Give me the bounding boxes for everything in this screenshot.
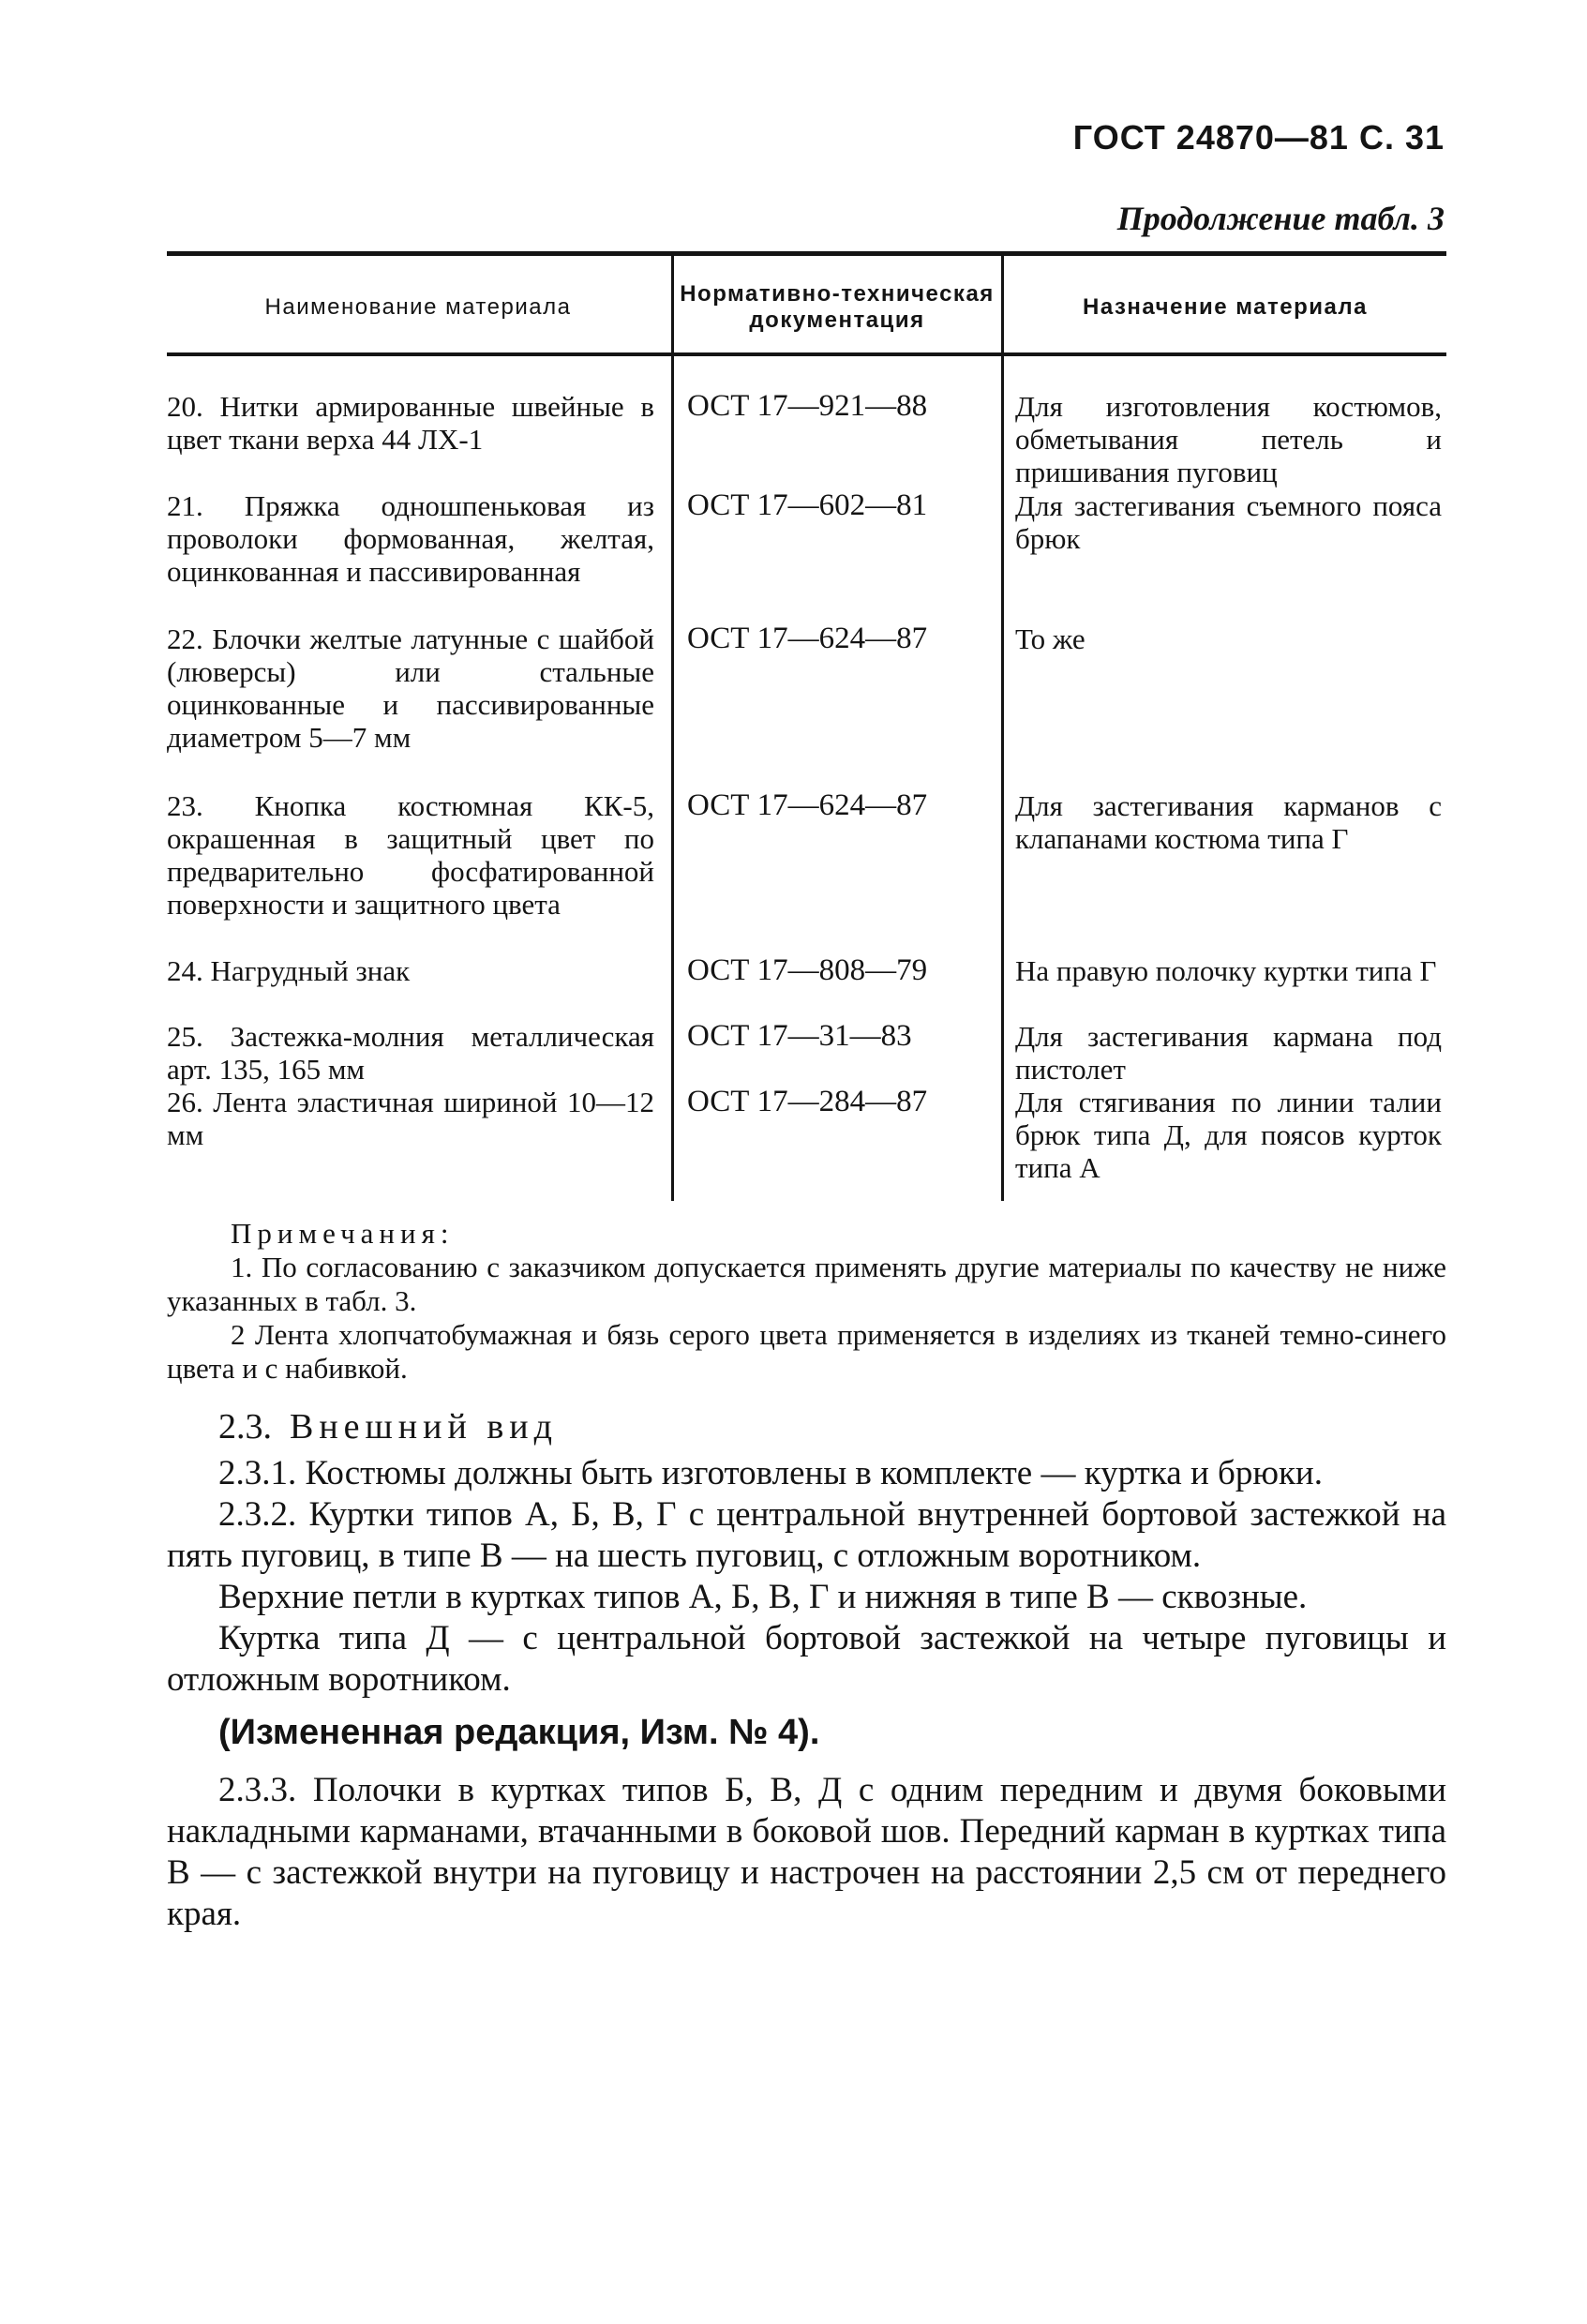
column-header-material: Наименование материала — [264, 294, 572, 321]
section-number: 2.3. — [218, 1407, 272, 1447]
material-name: 25. Застежка-молния металлическая арт. 135, 165 мм — [167, 1020, 654, 1086]
material-purpose: Для застегивания карманов с клапанами костюма типа Г — [1015, 789, 1442, 855]
page-header: ГОСТ 24870—81 С. 31 — [1072, 118, 1445, 157]
material-doc: ОСТ 17—602—81 — [687, 488, 928, 522]
note-item: 1. По согласованию с заказчиком допускается применять другие материалы по качеству не ниже указанных в табл. 3. — [167, 1251, 1446, 1317]
table-continuation-label: Продолжение табл. 3 — [1116, 200, 1445, 237]
notes-label: Примечания: — [231, 1217, 455, 1250]
material-purpose: Для стягивания по линии талии брюк типа Д, для поясов курток типа А — [1015, 1086, 1442, 1184]
material-purpose: Для застегивания съемного пояса брюк — [1015, 489, 1442, 555]
column-divider — [1001, 251, 1004, 1201]
paragraph: Верхние петли в куртках типов А, Б, В, Г и нижняя в типе В — сквозные. — [218, 1578, 1308, 1616]
material-doc: ОСТ 17—921—88 — [687, 389, 928, 423]
material-doc: ОСТ 17—284—87 — [687, 1085, 928, 1118]
material-doc: ОСТ 17—31—83 — [687, 1019, 912, 1053]
section-title: Внешний вид — [290, 1407, 558, 1447]
paragraph: 2.3.1. Костюмы должны быть изготовлены в комплекте — куртка и брюки. — [218, 1454, 1323, 1492]
material-purpose: На правую полочку куртки типа Г — [1015, 954, 1437, 987]
material-name: 20. Нитки армированные швейные в цвет ткани верха 44 ЛХ-1 — [167, 390, 654, 456]
material-purpose: То же — [1015, 622, 1085, 655]
material-purpose: Для застегивания кармана под пистолет — [1015, 1020, 1442, 1086]
material-name: 24. Нагрудный знак — [167, 954, 411, 987]
column-divider — [671, 251, 674, 1201]
table-notes — [167, 1217, 1446, 1386]
material-name: 23. Кнопка костюмная КК-5, окрашенная в защитный цвет по предварительно фосфатированной поверхности и защитного цвета — [167, 789, 654, 921]
column-header-purpose: Назначение материала — [1083, 294, 1368, 321]
section-heading — [167, 1406, 1446, 1447]
material-purpose: Для изготовления костюмов, обметывания петель и пришивания пуговиц — [1015, 390, 1442, 488]
paragraph: 2.3.3. Полочки в куртках типов Б, В, Д с одним передним и двумя боковыми накладными карманами, втачанными в боковой шов. Передний карман в куртках типа В — с застежкой внутри на пуговицу и настрочен на расстоянии 2,5 см от переднего края. — [167, 1771, 1446, 1933]
material-name: 22. Блочки желтые латунные с шайбой (люверсы) или стальные оцинкованные и пассивированные диаметром 5—7 мм — [167, 622, 654, 754]
note-item: 2 Лента хлопчатобумажная и бязь серого цвета применяется в изделиях из тканей темно-синего цвета и с набивкой. — [167, 1318, 1446, 1385]
table-top-rule — [167, 251, 1446, 256]
amendment-note: (Измененная редакция, Изм. № 4). — [218, 1713, 820, 1752]
material-doc: ОСТ 17—808—79 — [687, 953, 928, 987]
column-header-documentation: Нормативно-техническая документация — [680, 281, 995, 333]
paragraph: Куртка типа Д — с центральной бортовой застежкой на четыре пуговицы и отложным воротником. — [167, 1619, 1446, 1699]
paragraph: 2.3.2. Куртки типов А, Б, В, Г с центральной внутренней бортовой застежкой на пять пуговиц, в типе В — на шесть пуговиц, с отложным воротником. — [167, 1495, 1446, 1575]
material-name: 21. Пряжка одношпеньковая из проволоки формованная, желтая, оцинкованная и пассивированная — [167, 489, 654, 588]
table-header-rule — [167, 352, 1446, 356]
materials-table — [167, 251, 1446, 1201]
material-name: 26. Лента эластичная шириной 10—12 мм — [167, 1086, 654, 1151]
material-doc: ОСТ 17—624—87 — [687, 622, 928, 655]
material-doc: ОСТ 17—624—87 — [687, 788, 928, 822]
section-body — [167, 1406, 1446, 1935]
